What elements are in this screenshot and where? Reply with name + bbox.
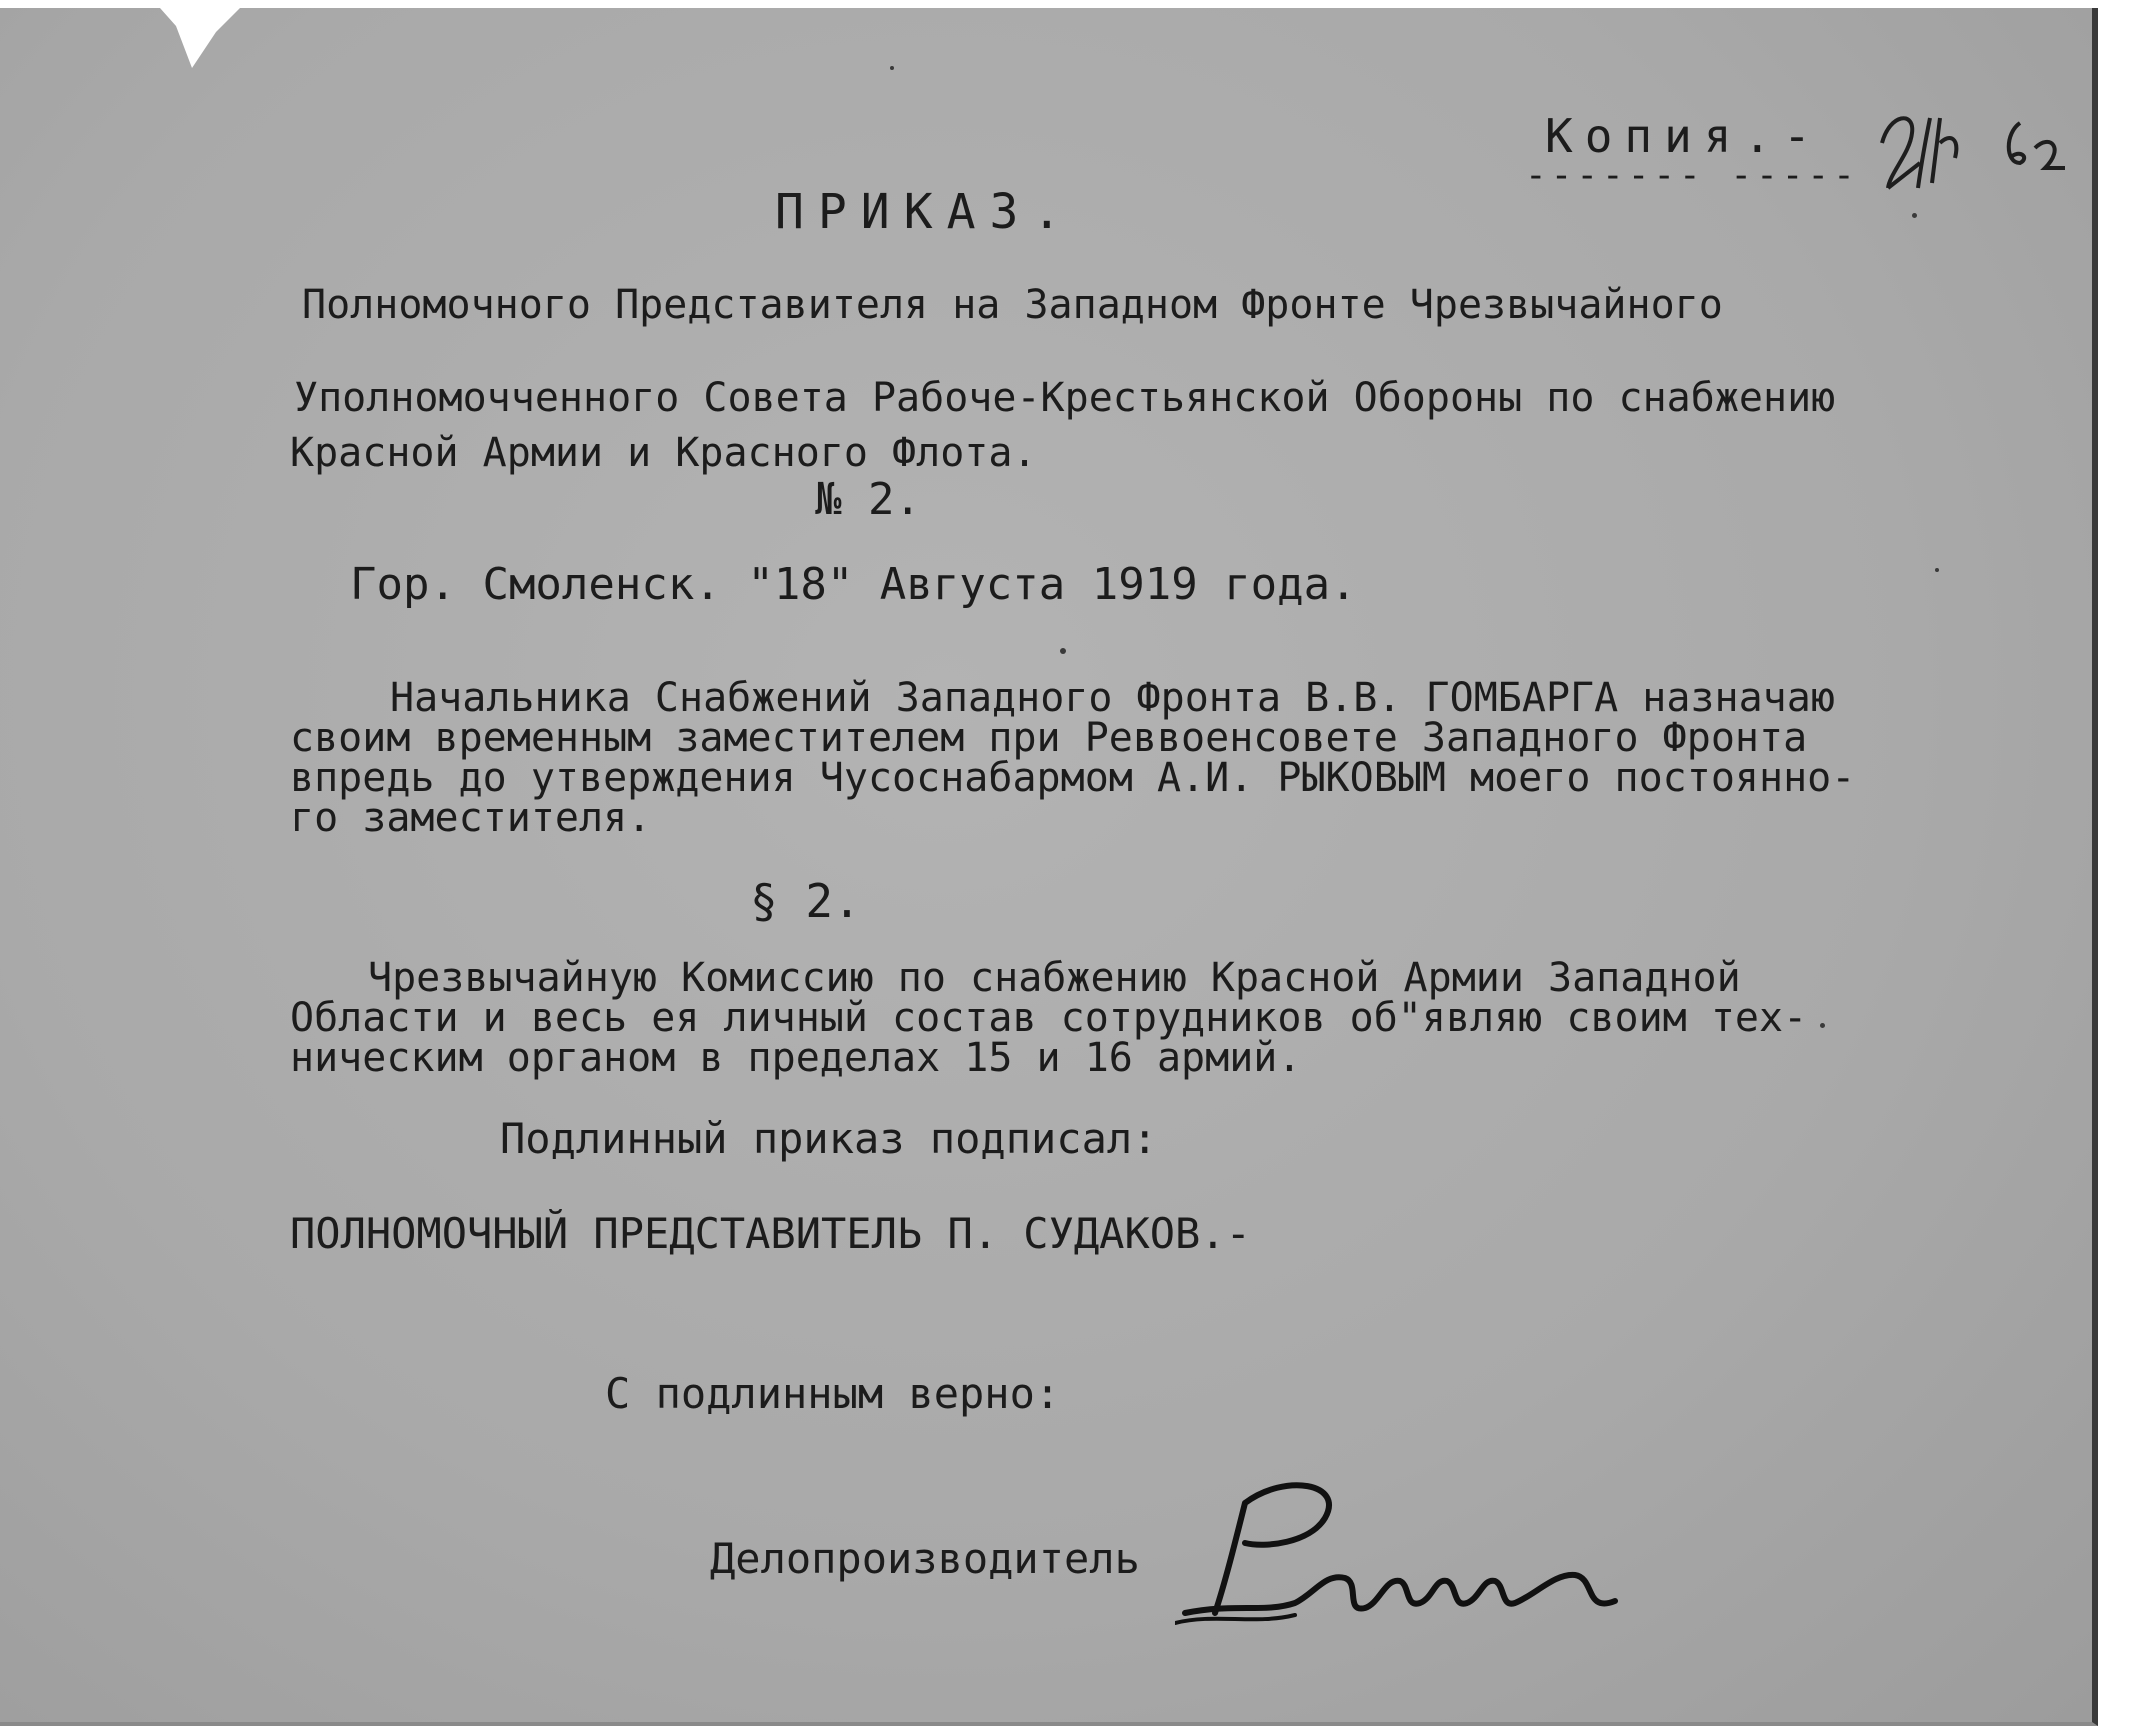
- ink-speck: [1912, 213, 1917, 218]
- paragraph-2-line: Чрезвычайную Комиссию по снабжению Красной Армии Западной: [368, 955, 1741, 1001]
- paragraph-1-line: го заместителя.: [290, 795, 652, 841]
- place-date: Гор. Смоленск. "18" Августа 1919 года.: [350, 559, 1357, 610]
- document-sheet: [0, 8, 2098, 1726]
- paragraph-2: [290, 955, 2050, 1081]
- ink-speck: [1820, 1023, 1825, 1028]
- archive-mark-handwriting: [1870, 103, 2070, 193]
- order-title: ПРИКАЗ.: [775, 184, 1076, 240]
- ink-speck: [1935, 568, 1939, 572]
- signer-line: ПОЛНОМОЧНЫЙ ПРЕДСТАВИТЕЛЬ П. СУДАКОВ.-: [290, 1209, 1251, 1258]
- handwritten-signature: [1175, 1463, 1635, 1633]
- paragraph-2-line: Области и весь ея личный состав сотрудников об"являю своим тех-: [290, 995, 1808, 1041]
- paragraph-1: [290, 675, 2050, 841]
- paragraph-1-line: своим временным заместителем при Реввоенсовете Западного Фронта: [290, 715, 1808, 761]
- issuer-line-3: Красной Армии и Красного Флота.: [290, 430, 1037, 476]
- copy-label: Копия.-: [1545, 109, 1823, 163]
- copy-underline: ------- -----: [1525, 155, 1859, 196]
- paragraph-1-line: впредь до утверждения Чусоснабармом А.И. РЫКОВЫМ моего постоянно-: [290, 755, 1856, 801]
- signed-note: Подлинный приказ подписал:: [500, 1114, 1158, 1163]
- issuer-block: [290, 278, 2010, 481]
- issuer-line-2: Уполномочченного Совета Рабоче-Крестьянской Обороны по снабжению: [294, 375, 1836, 421]
- section-mark: § 2.: [750, 874, 861, 928]
- order-number: № 2.: [815, 474, 921, 525]
- clerk-title: Делопроизводитель: [710, 1534, 1140, 1583]
- torn-corner: [160, 8, 240, 68]
- issuer-line-1: Полномочного Представителя на Западном Фронте Чрезвычайного: [302, 282, 1723, 328]
- ink-speck: [1060, 648, 1066, 654]
- paragraph-1-line: Начальника Снабжений Западного Фронта В.В. ГОМБАРГА назначаю: [390, 675, 1835, 721]
- verified-note: С подлинным верно:: [605, 1369, 1061, 1418]
- ink-speck: [890, 66, 894, 70]
- paragraph-2-line: ническим органом в пределах 15 и 16 армий.: [290, 1035, 1302, 1081]
